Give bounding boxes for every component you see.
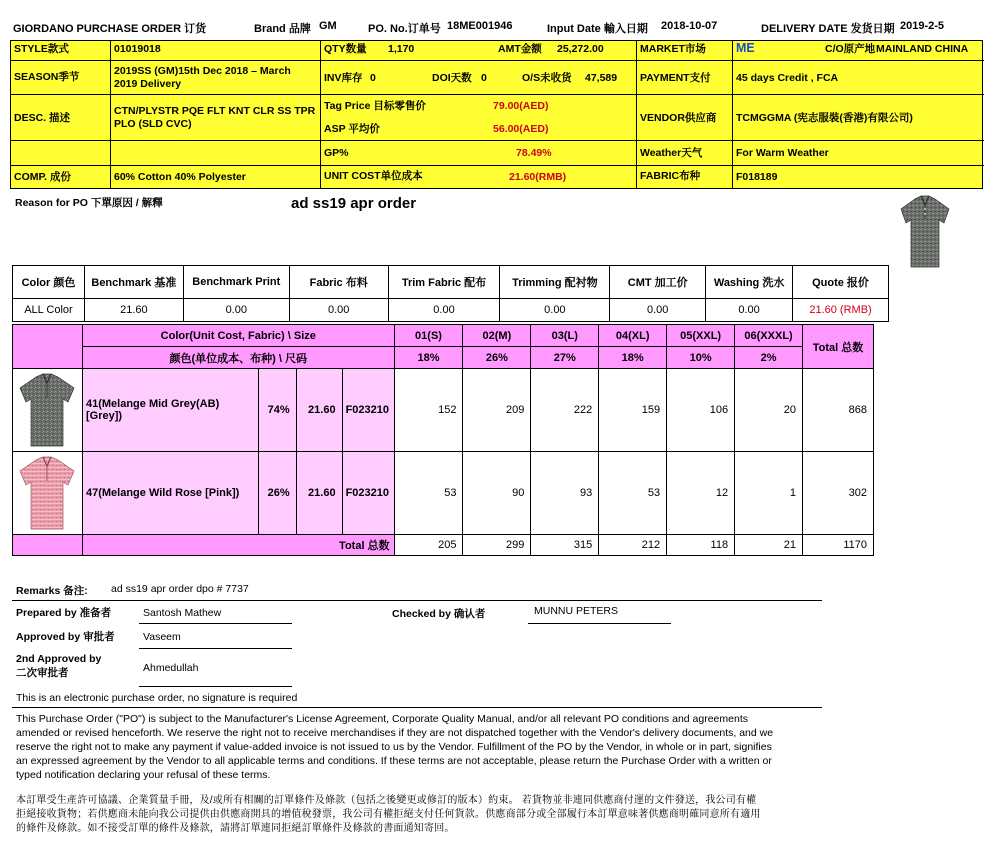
size-matrix-table — [12, 324, 874, 556]
size-header: 05(XXL) — [667, 325, 735, 347]
benchmark-value: 21.60 — [84, 299, 183, 322]
legal-terms-cn — [16, 794, 826, 836]
size-ratio: 2% — [735, 347, 803, 369]
input-date-label: Input Date 輸入日期 — [547, 23, 648, 35]
color-fabric: F023210 — [342, 369, 394, 452]
matrix-header-en: Color(Unit Cost, Fabric) \ Size — [82, 325, 394, 347]
vendor-value: TCMGGMA (宪志服裝(香港)有限公司) — [733, 95, 984, 141]
color-pct: 26% — [258, 452, 296, 535]
legal-terms-en — [16, 712, 826, 782]
totals-row — [13, 535, 874, 556]
delivery-date-label: DELIVERY DATE 发货日期 — [761, 23, 895, 35]
market-label: MARKET市场 — [637, 41, 733, 61]
po-label: PO. No.订单号 — [368, 23, 441, 35]
os-value: 47,589 — [585, 72, 618, 84]
benchmark-header: Trim Fabric 配布 — [388, 266, 500, 299]
benchmark-quote-value: 21.60 (RMB) — [793, 299, 889, 322]
reason-label: Reason for PO 下單原因 / 解釋 — [15, 197, 163, 209]
divider — [12, 707, 822, 708]
tag-price-cell — [321, 95, 637, 119]
empty-cell — [111, 141, 321, 166]
size-header: 04(XL) — [599, 325, 667, 347]
legal-line: 拒絕接收貨物；若供應商未能向我公司提供由供應商開具的增值稅發票，我公司有權拒絕支付任何貨款。供應商部分或全部履行本訂單意味著供應商明確同意所有適用 — [16, 809, 761, 820]
table-row — [13, 369, 874, 452]
style-label: STYLE款式 — [11, 41, 111, 61]
color-swatch-pink — [13, 452, 83, 535]
size-qty: 159 — [599, 369, 667, 452]
size-qty: 53 — [394, 452, 463, 535]
total-header: Total 总数 — [803, 325, 874, 369]
prepared-name: Santosh Mathew — [143, 607, 222, 619]
checked-name: MUNNU PETERS — [534, 605, 619, 617]
fabric-value: F018189 — [736, 171, 778, 183]
doi-value: 0 — [481, 72, 487, 84]
qty-label: QTY数量 — [324, 43, 367, 55]
benchmark-value: 0.00 — [500, 299, 610, 322]
row-total: 868 — [803, 369, 874, 452]
legal-line: typed notification declaring your refusal of these terms. — [16, 769, 271, 781]
empty-cell — [11, 141, 111, 166]
size-qty: 20 — [735, 369, 803, 452]
grand-total: 1170 — [803, 535, 874, 556]
legal-line: This Purchase Order ("PO") is subject to the Manufacturer's License Agreement, Corporate Quality Manual, and/or all relevant PO conditions and agreements — [16, 713, 748, 725]
brand-value: GM — [319, 20, 337, 32]
brand-label: Brand 品牌 — [254, 23, 311, 35]
size-ratio: 10% — [667, 347, 735, 369]
size-total: 205 — [394, 535, 463, 556]
size-total: 118 — [667, 535, 735, 556]
legal-line: reserve the right not to make any payment if value-added invoice is not issued to us by the Vendor. Fulfillment of the PO by the Vendor, in whole or in part, signifies — [16, 741, 772, 753]
matrix-corner — [13, 325, 83, 369]
weather-value: For Warm Weather — [733, 141, 984, 166]
matrix-ratio-row — [13, 347, 874, 369]
unit-cost-label: UNIT COST单位成本 — [324, 170, 423, 182]
season-label: SEASON季节 — [11, 61, 111, 95]
divider — [12, 600, 822, 601]
gp-cell — [321, 141, 637, 166]
matrix-size-row — [13, 325, 874, 347]
benchmark-value: 0.00 — [706, 299, 793, 322]
remarks-text: ad ss19 apr order dpo # 7737 — [111, 583, 249, 595]
benchmark-header: Fabric 布料 — [289, 266, 388, 299]
benchmark-value: 0.00 — [289, 299, 388, 322]
po-number: 18ME001946 — [447, 20, 513, 32]
market-value: ME — [736, 41, 755, 55]
market-origin-cell — [733, 41, 984, 61]
benchmark-value: 0.00 — [610, 299, 706, 322]
size-qty: 106 — [667, 369, 735, 452]
gp-value: 78.49% — [516, 147, 552, 159]
payment-label: PAYMENT支付 — [637, 61, 733, 95]
signature-line — [528, 623, 671, 624]
product-thumbnail — [897, 193, 953, 271]
size-ratio: 27% — [531, 347, 599, 369]
season-value: 2019SS (GM)15th Dec 2018 – March 2019 Delivery — [111, 61, 321, 95]
row-total: 302 — [803, 452, 874, 535]
color-fabric: F023210 — [342, 452, 394, 535]
color-cost: 21.60 — [296, 452, 342, 535]
size-total: 315 — [531, 535, 599, 556]
benchmark-value: ALL Color — [13, 299, 85, 322]
benchmark-table — [12, 265, 889, 322]
approved2-label-cn: 二次审批者 — [16, 667, 69, 679]
size-qty: 12 — [667, 452, 735, 535]
legal-line: an expressed agreement by the Vendor to all applicable terms and conditions. If these terms are not acceptable, please return the Purchase Order with a written or — [16, 755, 772, 767]
benchmark-value-row — [13, 299, 889, 322]
size-total: 21 — [735, 535, 803, 556]
delivery-date: 2019-2-5 — [900, 20, 945, 32]
origin-value: MAINLAND CHINA — [876, 43, 969, 55]
doi-label: DOI天数 — [432, 72, 472, 84]
asp-label: ASP 平均价 — [324, 123, 380, 135]
payment-value: 45 days Credit , FCA — [733, 61, 984, 95]
legal-line: amended or revised henceforth. We reserve the right not to receive merchandises if they are not dispatched together with the Vendor's delivery documents, and we — [16, 727, 774, 739]
color-name: 41(Melange Mid Grey(AB) [Grey]) — [82, 369, 258, 452]
unit-cost-cell — [321, 166, 637, 189]
benchmark-header: Washing 洗水 — [706, 266, 793, 299]
approved2-name: Ahmedullah — [143, 662, 199, 674]
size-header: 06(XXXL) — [735, 325, 803, 347]
qty-value: 1,170 — [388, 43, 415, 55]
legal-line: 的條件及條款。如不接受訂單的條件及條款，請將訂單連同拒絕訂單條件及條款的書面通知寄回。 — [16, 823, 455, 834]
table-row — [13, 452, 874, 535]
legal-line: 本訂單受生產許可協議、企業質量手冊，及/或所有相關的訂單條件及條款（包括之後變更或修訂的版本）約束。 若貨物並非連同供應商付運的文件發送，我公司有權 — [16, 795, 757, 806]
desc-value: CTN/PLYSTR PQE FLT KNT CLR SS TPR PLO (SLD CVC) — [111, 95, 321, 141]
reason-text: ad ss19 apr order — [291, 195, 417, 212]
size-qty: 90 — [463, 452, 531, 535]
signature-line — [139, 623, 292, 624]
benchmark-value: 0.00 — [388, 299, 500, 322]
benchmark-value: 0.00 — [183, 299, 289, 322]
benchmark-header: CMT 加工价 — [610, 266, 706, 299]
size-ratio: 18% — [599, 347, 667, 369]
benchmark-header: Quote 报价 — [793, 266, 889, 299]
totals-label: Total 总数 — [82, 535, 394, 556]
style-value: 01019018 — [111, 41, 321, 61]
size-total: 212 — [599, 535, 667, 556]
benchmark-header-row — [13, 266, 889, 299]
asp-value: 56.00(AED) — [493, 123, 549, 135]
tag-price-label: Tag Price 目标零售价 — [324, 100, 426, 112]
tag-price-value: 79.00(AED) — [493, 100, 549, 112]
comp-label: COMP. 成份 — [11, 166, 111, 189]
benchmark-header: Trimming 配衬物 — [500, 266, 610, 299]
benchmark-header: Benchmark 基准 — [84, 266, 183, 299]
gp-label: GP% — [324, 147, 349, 159]
totals-corner — [13, 535, 83, 556]
po-title: GIORDANO PURCHASE ORDER 订货 — [13, 23, 207, 35]
fabric-label: FABRIC布种 — [637, 166, 733, 189]
amt-label: AMT金额 — [498, 43, 542, 55]
color-pct: 74% — [258, 369, 296, 452]
origin-label: C/O原产地 — [825, 43, 876, 55]
qty-amt-cell — [321, 41, 637, 61]
matrix-header-cn: 颜色(单位成本、布种) \ 尺码 — [82, 347, 394, 369]
size-total: 299 — [463, 535, 531, 556]
remarks-label: Remarks 备注: — [16, 585, 88, 597]
size-qty: 1 — [735, 452, 803, 535]
benchmark-header: Color 颜色 — [13, 266, 85, 299]
size-ratio: 26% — [463, 347, 531, 369]
prepared-label: Prepared by 准备者 — [16, 607, 112, 619]
os-label: O/S未收货 — [522, 72, 572, 84]
comp-value: 60% Cotton 40% Polyester — [111, 166, 321, 189]
inv-label: INV库存 — [324, 72, 363, 84]
approved2-label-en: 2nd Approved by — [16, 653, 102, 665]
size-qty: 222 — [531, 369, 599, 452]
size-qty: 152 — [394, 369, 463, 452]
size-qty: 53 — [599, 452, 667, 535]
checked-label: Checked by 确认者 — [392, 608, 486, 620]
size-ratio: 18% — [394, 347, 463, 369]
inv-doi-os-cell — [321, 61, 637, 95]
signature-line — [139, 686, 292, 687]
inv-value: 0 — [370, 72, 376, 84]
color-swatch-grey — [13, 369, 83, 452]
size-header: 03(L) — [531, 325, 599, 347]
vendor-label: VENDOR供应商 — [637, 95, 733, 141]
signature-line — [139, 648, 292, 649]
size-header: 02(M) — [463, 325, 531, 347]
approved-name: Vaseem — [143, 631, 181, 643]
benchmark-header: Benchmark Print — [183, 266, 289, 299]
order-info-grid — [10, 40, 983, 189]
asp-cell — [321, 119, 637, 141]
color-cost: 21.60 — [296, 369, 342, 452]
electronic-notice: This is an electronic purchase order, no signature is required — [16, 692, 298, 704]
size-header: 01(S) — [394, 325, 463, 347]
size-qty: 209 — [463, 369, 531, 452]
color-name: 47(Melange Wild Rose [Pink]) — [82, 452, 258, 535]
weather-label: Weather天气 — [637, 141, 733, 166]
unit-cost-value: 21.60(RMB) — [509, 171, 567, 183]
amt-value: 25,272.00 — [557, 43, 604, 55]
desc-label: DESC. 描述 — [11, 95, 111, 141]
input-date: 2018-10-07 — [661, 20, 718, 32]
size-qty: 93 — [531, 452, 599, 535]
approved-label: Approved by 审批者 — [16, 631, 115, 643]
